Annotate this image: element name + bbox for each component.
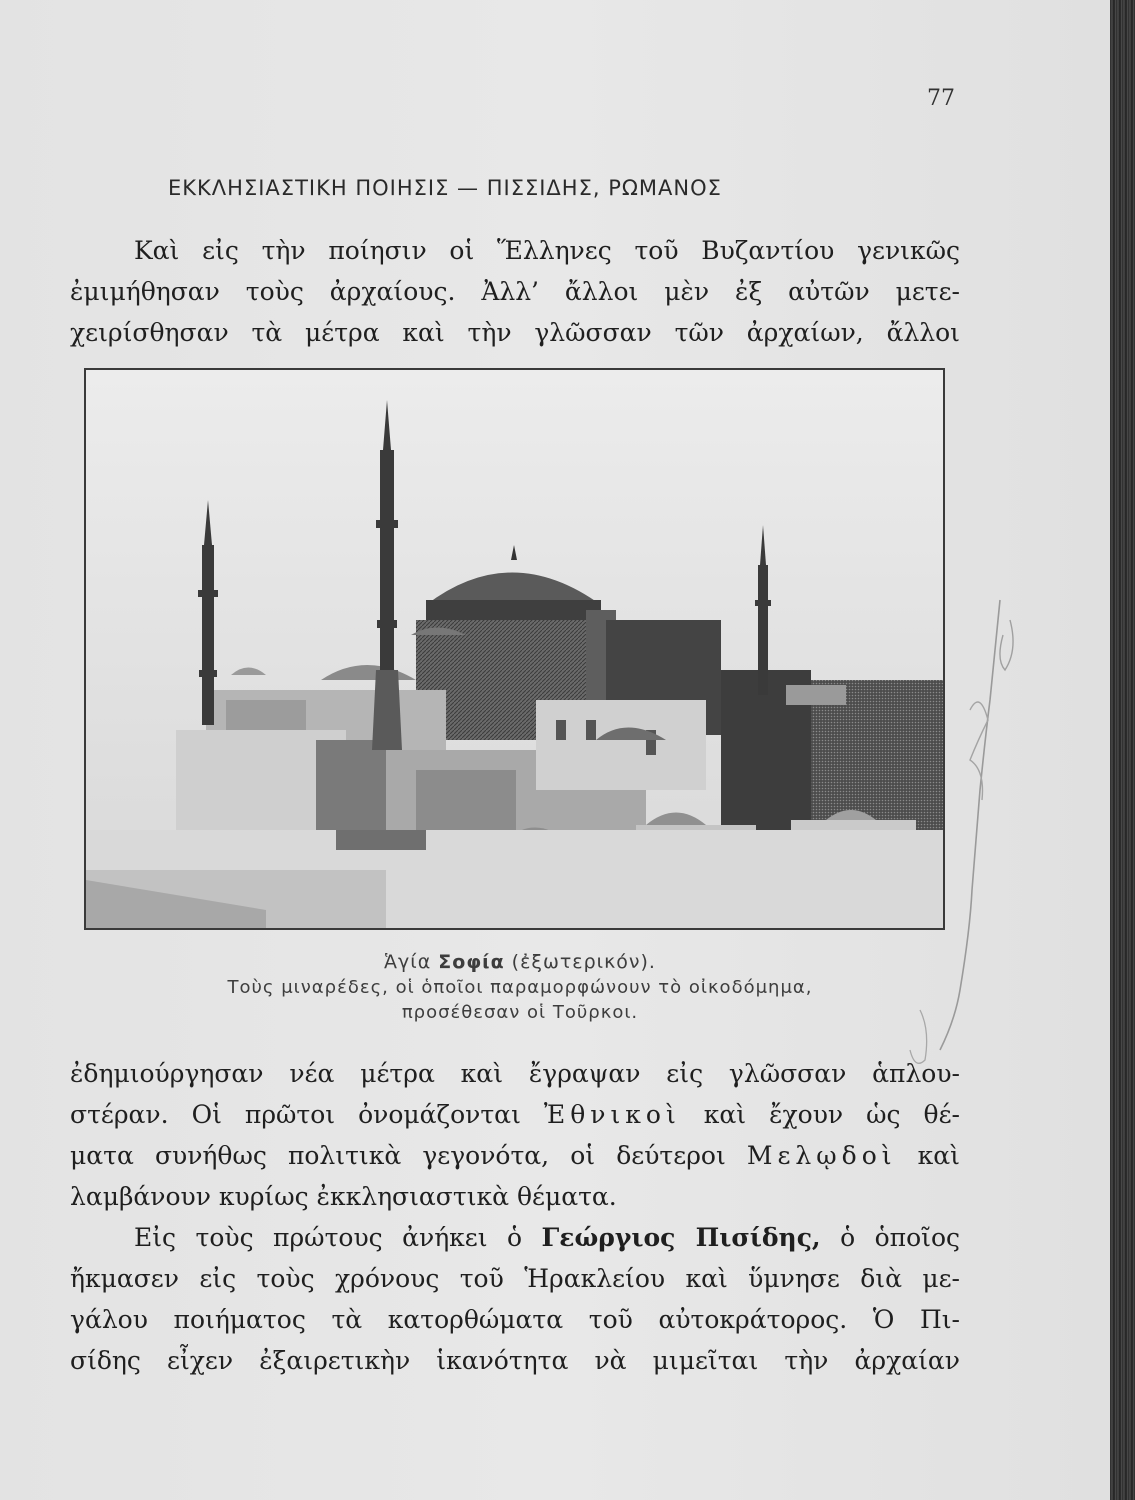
paragraph-intro [70,230,960,353]
text-line: γάλου ποιήματος τὰ κατορθώματα τοῦ αὐτοκράτορος. Ὁ Πι- [70,1305,960,1334]
caption-title-bold: Σοφία [438,951,505,973]
text-run: στέραν. Οἱ πρῶτοι ὀνομάζονται [70,1100,544,1129]
hagia-sophia-photo [84,368,945,930]
paragraph-poets [70,1053,960,1217]
term-ethnikoi: Ἐθνικοὶ [543,1100,681,1129]
text-line: χειρίσθησαν τὰ μέτρα καὶ τὴν γλῶσσαν τῶν ἀρχαίων, ἄλλοι [70,318,960,347]
text-line: ἤκμασεν εἰς τοὺς χρόνους τοῦ Ἡρακλείου καὶ ὕμνησε διὰ με- [70,1264,960,1293]
term-melodoi: Μελῳδοὶ [746,1141,897,1170]
text-line [70,1217,960,1258]
text-run: καὶ [896,1141,960,1170]
caption-title-suffix: (ἐξωτερικόν). [504,951,656,973]
text-line: Καὶ εἰς τὴν ποίησιν οἱ Ἕλληνες τοῦ Βυζαντίου γενικῶς [134,236,960,265]
running-head: ΕΚΚΛΗΣΙΑΣΤΙΚΗ ΠΟΙΗΣΙΣ — ΠΙΣΣΙΔΗΣ, ΡΩΜΑΝΟΣ [168,176,722,200]
text-line: λαμβάνουν κυρίως ἐκκλησιαστικὰ θέματα. [70,1182,617,1211]
text-line: ἐμιμήθησαν τοὺς ἀρχαίους. Ἀλλ’ ἄλλοι μὲν ἐξ αὐτῶν μετε- [70,277,960,306]
figure-caption [140,950,900,1025]
text-line [70,1094,960,1135]
text-run: Εἰς τοὺς πρώτους ἀνήκει ὁ [134,1223,542,1252]
text-line: σίδης εἶχεν ἐξαιρετικὴν ἱκανότητα νὰ μιμεῖται τὴν ἀρχαίαν [70,1346,960,1375]
handwritten-signature [900,590,1030,1090]
caption-title [140,950,900,975]
caption-line: προσέθεσαν οἱ Τοῦρκοι. [401,1002,639,1023]
caption-title-prefix: Ἁγία [384,951,439,973]
page-edge [1110,0,1135,1500]
text-run: ὁ ὁποῖος [820,1223,961,1252]
name-georgios-pisides: Γεώργιος Πισίδης, [541,1223,821,1252]
caption-line: Τοὺς μιναρέδες, οἱ ὁποῖοι παραμορφώνουν τὸ οἰκοδόμημα, [227,977,813,998]
text-line [70,1135,960,1176]
page-number: 77 [927,86,955,111]
text-run: ματα συνήθως πολιτικὰ γεγονότα, οἱ δεύτεροι [70,1141,747,1170]
text-line: ἐδημιούργησαν νέα μέτρα καὶ ἔγραψαν εἰς γλῶσσαν ἁπλου- [70,1059,960,1088]
text-run: καὶ ἔχουν ὡς θέ- [680,1100,960,1129]
paragraph-pisides [70,1217,960,1381]
